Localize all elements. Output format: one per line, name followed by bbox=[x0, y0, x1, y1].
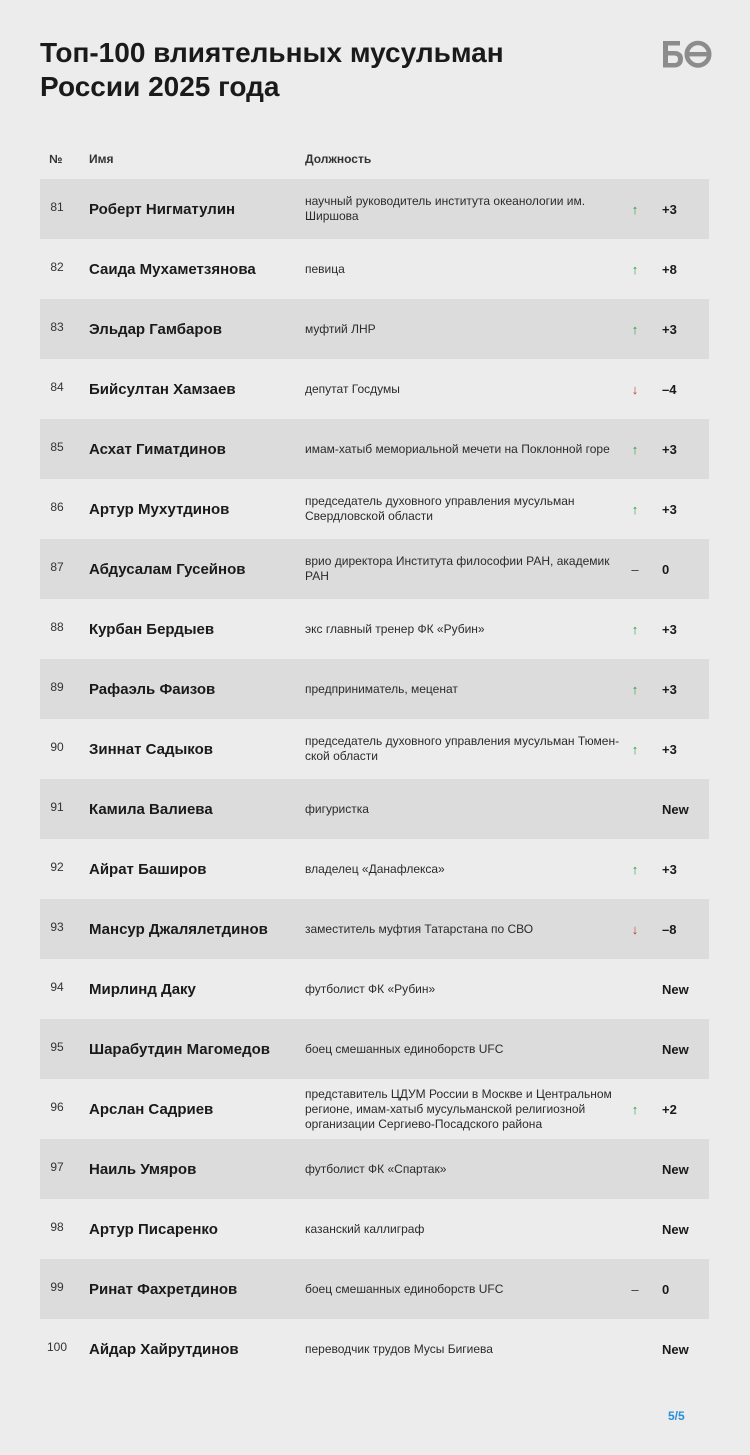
arrow-up-icon: ↑ bbox=[631, 441, 639, 457]
person-name: Бийсултан Хамзаев bbox=[89, 380, 236, 398]
person-position: депутат Госдумы bbox=[305, 381, 400, 396]
person-position-cell bbox=[305, 599, 623, 659]
table-row bbox=[40, 959, 709, 1019]
person-position: врио директора Института философии РАН, академик РАН bbox=[305, 554, 610, 583]
person-position: председатель духовного управления мусульман Свердловской области bbox=[305, 494, 575, 523]
table-row bbox=[40, 179, 709, 239]
rank-change: +3 bbox=[662, 861, 677, 877]
rank-number: 97 bbox=[50, 1160, 64, 1174]
person-position: представитель ЦДУМ России в Москве и Центральном регионе, имам-хатыб мусульманской религиозной организации Сергиево-Посадского района bbox=[305, 1086, 612, 1131]
arrow-up-icon: ↑ bbox=[631, 501, 639, 517]
header-name: Имя bbox=[89, 152, 114, 166]
bo-logo bbox=[660, 38, 712, 70]
arrow-up-icon: ↑ bbox=[631, 321, 639, 337]
person-name: Асхат Гиматдинов bbox=[89, 440, 226, 458]
empty-direction bbox=[625, 1139, 645, 1199]
table-row bbox=[40, 1199, 709, 1259]
person-position-cell bbox=[305, 419, 623, 479]
person-position: фигуристка bbox=[305, 801, 369, 816]
rank-change: –4 bbox=[662, 381, 677, 397]
person-position: предприниматель, меценат bbox=[305, 681, 458, 696]
person-position: казанский каллиграф bbox=[305, 1221, 425, 1236]
person-name: Арслан Садриев bbox=[89, 1100, 214, 1118]
person-position-cell bbox=[305, 959, 623, 1019]
rank-number: 95 bbox=[50, 1040, 64, 1054]
rank-change: +3 bbox=[662, 201, 677, 217]
arrow-down-icon: ↓ bbox=[631, 381, 639, 397]
arrow-up-icon: ↑ bbox=[631, 861, 639, 877]
person-name: Рафаэль Фаизов bbox=[89, 680, 216, 698]
table-row bbox=[40, 1319, 709, 1379]
rank-change: +2 bbox=[662, 1101, 677, 1117]
table-row bbox=[40, 1139, 709, 1199]
empty-direction bbox=[625, 779, 645, 839]
rank-number: 89 bbox=[50, 680, 64, 694]
dash-icon: – bbox=[631, 561, 639, 577]
table-row bbox=[40, 1019, 709, 1079]
table-row bbox=[40, 1259, 709, 1319]
person-name: Абдусалам Гусейнов bbox=[89, 560, 246, 578]
arrow-up-icon: ↑ bbox=[631, 201, 639, 217]
person-position-cell bbox=[305, 899, 623, 959]
person-position-cell bbox=[305, 1199, 623, 1259]
rank-number: 96 bbox=[50, 1100, 64, 1114]
person-position: муфтий ЛНР bbox=[305, 321, 376, 336]
empty-direction bbox=[625, 1199, 645, 1259]
person-name: Мансур Джалялетдинов bbox=[89, 920, 268, 938]
rank-change: +3 bbox=[662, 321, 677, 337]
page-title: Топ-100 влиятельных мусульман России 2025 года bbox=[40, 37, 504, 102]
person-position-cell bbox=[305, 779, 623, 839]
person-name: Саида Мухаметзянова bbox=[89, 260, 256, 278]
rank-number: 83 bbox=[50, 320, 64, 334]
person-position: футболист ФК «Рубин» bbox=[305, 981, 436, 996]
person-position: боец смешанных единоборств UFC bbox=[305, 1041, 504, 1056]
table-row bbox=[40, 779, 709, 839]
rank-number: 85 bbox=[50, 440, 64, 454]
person-position-cell bbox=[305, 1259, 623, 1319]
person-position: владелец «Данафлекса» bbox=[305, 861, 445, 876]
rank-number: 82 bbox=[50, 260, 64, 274]
rank-number: 88 bbox=[50, 620, 64, 634]
header-number: № bbox=[49, 152, 63, 166]
rank-number: 81 bbox=[50, 200, 64, 214]
person-name: Артур Писаренко bbox=[89, 1220, 218, 1238]
person-name: Камила Валиева bbox=[89, 800, 213, 818]
rank-number: 84 bbox=[50, 380, 64, 394]
rank-change: +3 bbox=[662, 501, 677, 517]
page-indicator: 5/5 bbox=[668, 1409, 685, 1423]
person-position-cell bbox=[305, 539, 623, 599]
rank-change: +3 bbox=[662, 441, 677, 457]
rank-number: 90 bbox=[50, 740, 64, 754]
rank-change: –8 bbox=[662, 921, 677, 937]
person-position: переводчик трудов Мусы Бигиева bbox=[305, 1341, 493, 1356]
dash-icon: – bbox=[631, 1281, 639, 1297]
table-row bbox=[40, 839, 709, 899]
rank-number: 98 bbox=[50, 1220, 64, 1234]
rank-number: 87 bbox=[50, 560, 64, 574]
table-row bbox=[40, 299, 709, 359]
arrow-up-icon: ↑ bbox=[631, 261, 639, 277]
rank-number: 93 bbox=[50, 920, 64, 934]
rank-change: New bbox=[662, 1221, 689, 1237]
table-row bbox=[40, 479, 709, 539]
person-name: Наиль Умяров bbox=[89, 1160, 197, 1178]
empty-direction bbox=[625, 1019, 645, 1079]
person-name: Айдар Хайрутдинов bbox=[89, 1340, 239, 1358]
person-position-cell bbox=[305, 179, 623, 239]
person-name: Курбан Бердыев bbox=[89, 620, 215, 638]
person-name: Артур Мухутдинов bbox=[89, 500, 230, 518]
table-row bbox=[40, 539, 709, 599]
rank-number: 100 bbox=[46, 1340, 68, 1354]
table-row bbox=[40, 599, 709, 659]
person-position: певица bbox=[305, 261, 345, 276]
person-position-cell bbox=[305, 359, 623, 419]
rank-change: +3 bbox=[662, 741, 677, 757]
person-position-cell bbox=[305, 1139, 623, 1199]
rank-number: 94 bbox=[50, 980, 64, 994]
rank-number: 91 bbox=[50, 800, 64, 814]
person-position-cell bbox=[305, 719, 623, 779]
rank-change: New bbox=[662, 1161, 689, 1177]
arrow-down-icon: ↓ bbox=[631, 921, 639, 937]
rank-number: 86 bbox=[50, 500, 64, 514]
table-row bbox=[40, 899, 709, 959]
person-position-cell bbox=[305, 1079, 623, 1139]
header-position: Должность bbox=[305, 152, 372, 166]
person-position: боец смешанных единоборств UFC bbox=[305, 1281, 504, 1296]
table-row bbox=[40, 659, 709, 719]
person-position: имам-хатыб мемориальной мечети на Поклонной горе bbox=[305, 441, 610, 456]
arrow-up-icon: ↑ bbox=[631, 741, 639, 757]
ranking-table bbox=[40, 179, 709, 1379]
rank-change: +3 bbox=[662, 621, 677, 637]
person-position: научный руководитель института океанологии им. Ширшова bbox=[305, 194, 586, 223]
person-position: футболист ФК «Спартак» bbox=[305, 1161, 447, 1176]
arrow-up-icon: ↑ bbox=[631, 681, 639, 697]
rank-change: +8 bbox=[662, 261, 677, 277]
rank-change: New bbox=[662, 981, 689, 997]
rank-change: New bbox=[662, 1341, 689, 1357]
person-position-cell bbox=[305, 1319, 623, 1379]
rank-number: 92 bbox=[50, 860, 64, 874]
rank-change: New bbox=[662, 801, 689, 817]
person-position-cell bbox=[305, 1019, 623, 1079]
person-name: Ринат Фахретдинов bbox=[89, 1280, 238, 1298]
table-header bbox=[40, 150, 709, 170]
person-position: председатель духовного управления мусульман Тюмен-ской области bbox=[305, 734, 620, 763]
table-row bbox=[40, 719, 709, 779]
rank-change: +3 bbox=[662, 681, 677, 697]
person-position-cell bbox=[305, 659, 623, 719]
arrow-up-icon: ↑ bbox=[631, 621, 639, 637]
rank-change: 0 bbox=[662, 561, 670, 577]
rank-number: 99 bbox=[50, 1280, 64, 1294]
empty-direction bbox=[625, 959, 645, 1019]
person-position-cell bbox=[305, 839, 623, 899]
person-name: Эльдар Гамбаров bbox=[89, 320, 222, 338]
table-row bbox=[40, 359, 709, 419]
person-position-cell bbox=[305, 299, 623, 359]
person-name: Зиннат Садыков bbox=[89, 740, 213, 758]
table-row bbox=[40, 239, 709, 299]
empty-direction bbox=[625, 1319, 645, 1379]
person-position: экс главный тренер ФК «Рубин» bbox=[305, 621, 485, 636]
person-name: Мирлинд Даку bbox=[89, 980, 196, 998]
table-row bbox=[40, 1079, 709, 1139]
person-position-cell bbox=[305, 239, 623, 299]
table-row bbox=[40, 419, 709, 479]
arrow-up-icon: ↑ bbox=[631, 1101, 639, 1117]
rank-change: 0 bbox=[662, 1281, 670, 1297]
person-name: Шарабутдин Магомедов bbox=[89, 1040, 271, 1058]
person-position-cell bbox=[305, 479, 623, 539]
person-position: заместитель муфтия Татарстана по СВО bbox=[305, 921, 534, 936]
person-name: Роберт Нигматулин bbox=[89, 200, 236, 218]
person-name: Айрат Баширов bbox=[89, 860, 207, 878]
rank-change: New bbox=[662, 1041, 689, 1057]
